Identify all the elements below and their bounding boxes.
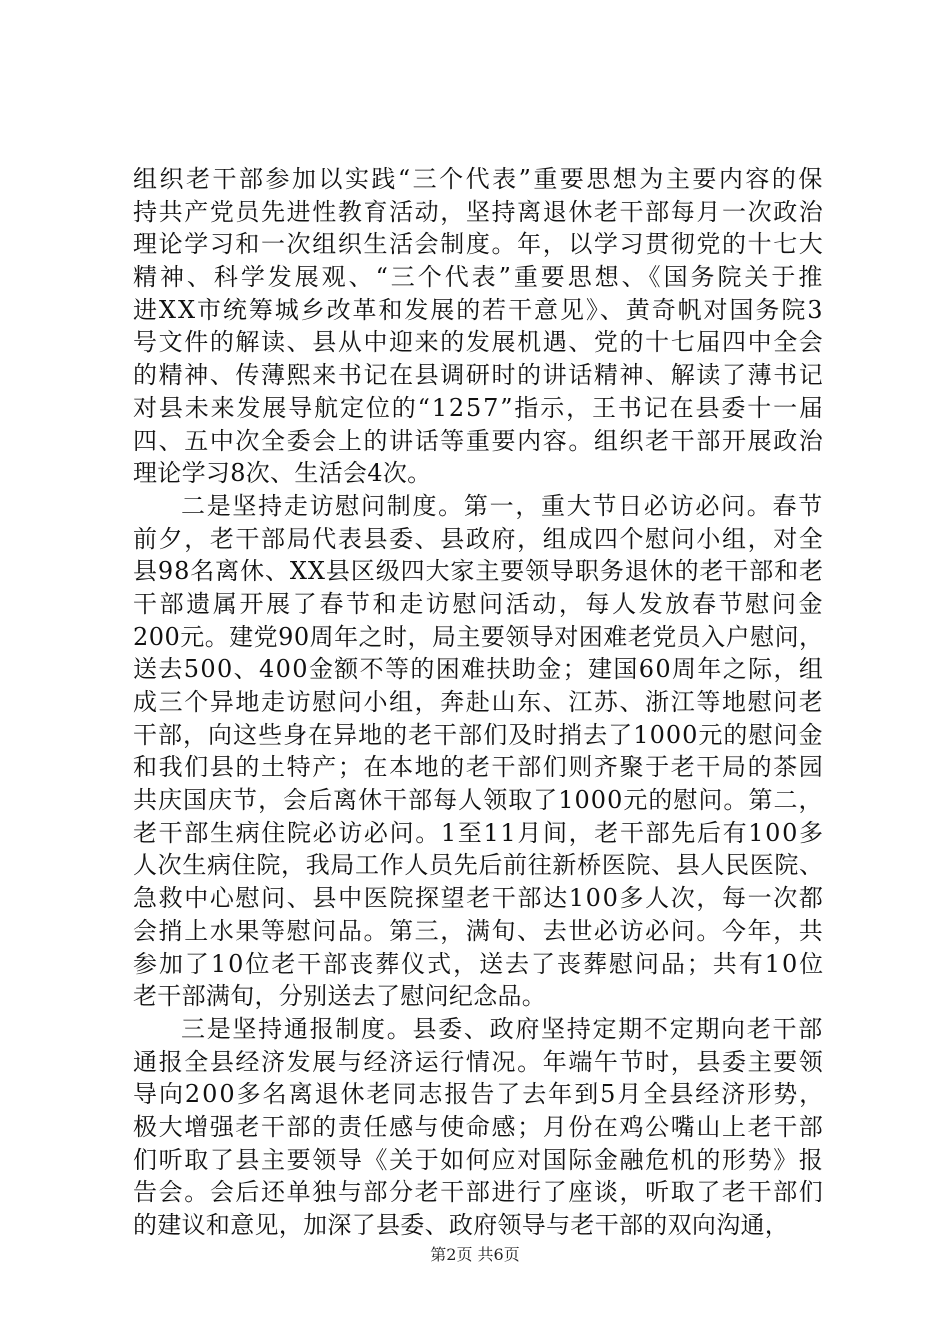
text-line: 号文件的解读、县从中迎来的发展机遇、党的十七届四中全会 xyxy=(133,328,825,357)
text-line: 进XX市统筹城乡改革和发展的若干意见》、黄奇帆对国务院3 xyxy=(133,295,825,324)
text-line: 共庆国庆节，会后离休干部每人领取了1000元的慰问。第二， xyxy=(133,786,824,815)
text-line: 理论学习8次、生活会4次。 xyxy=(133,459,432,488)
text-line: 干部，向这些身在异地的老干部们及时捎去了1000元的慰问金 xyxy=(133,720,824,749)
text-line: 导向200多名离退休老同志报告了去年到5月全县经济形势， xyxy=(133,1080,826,1109)
paragraph-first-line: 二是坚持走访慰问制度。第一，重大节日必访必问。春节 xyxy=(181,491,824,520)
text-line: 告会。会后还单独与部分老干部进行了座谈，听取了老干部们 xyxy=(133,1178,825,1207)
text-line: 对县未来发展导航定位的“1257”指示，王书记在县委十一届 xyxy=(133,393,825,422)
text-line: 通报全县经济发展与经济运行情况。年端午节时，县委主要领 xyxy=(133,1047,825,1076)
body-text xyxy=(133,163,826,1242)
text-line: 老干部满旬，分别送去了慰问纪念品。 xyxy=(133,982,547,1011)
text-line: 极大增强老干部的责任感与使命感；月份在鸡公嘴山上老干部 xyxy=(133,1112,825,1141)
text-line: 理论学习和一次组织生活会制度。年，以学习贯彻党的十七大 xyxy=(133,230,825,259)
text-line: 的精神、传薄熙来书记在县调研时的讲话精神、解读了薄书记 xyxy=(133,361,825,390)
page-footer: 第2页 共6页 xyxy=(430,1245,520,1264)
text-line: 参加了10位老干部丧葬仪式，送去了丧葬慰问品；共有10位 xyxy=(133,949,826,978)
text-line: 老干部生病住院必访必问。1至11月间，老干部先后有100多 xyxy=(133,818,825,847)
text-line: 四、五中次全委会上的讲话等重要内容。组织老干部开展政治 xyxy=(133,426,825,455)
text-line: 持共产党员先进性教育活动，坚持离退休老干部每月一次政治 xyxy=(133,197,825,226)
text-line: 县98名离休、XX县区级四大家主要领导职务退休的老干部和老 xyxy=(133,557,825,586)
paragraph-first-line: 三是坚持通报制度。县委、政府坚持定期不定期向老干部 xyxy=(181,1014,824,1043)
text-line: 精神、科学发展观、“三个代表”重要思想、《国务院关于推 xyxy=(133,263,826,292)
text-line: 人次生病住院，我局工作人员先后前往新桥医院、县人民医院、 xyxy=(133,851,824,880)
text-line: 急救中心慰问、县中医院探望老干部达100多人次，每一次都 xyxy=(133,884,825,913)
text-line: 和我们县的土特产；在本地的老干部们则齐聚于老干局的茶园 xyxy=(133,753,825,782)
text-line: 200元。建党90周年之时，局主要领导对困难老党员入户慰问， xyxy=(133,622,824,651)
text-line: 组织老干部参加以实践“三个代表”重要思想为主要内容的保 xyxy=(133,165,825,193)
text-line: 送去500、400金额不等的困难扶助金；建国60周年之际，组 xyxy=(133,655,825,684)
text-line: 会捎上水果等慰问品。第三，满旬、去世必访必问。今年，共 xyxy=(133,916,825,945)
text-line: 成三个异地走访慰问小组，奔赴山东、江苏、浙江等地慰问老 xyxy=(133,688,825,716)
text-line: 们听取了县主要领导《关于如何应对国际金融危机的形势》报 xyxy=(133,1145,825,1174)
text-line: 的建议和意见，加深了县委、政府领导与老干部的双向沟通， xyxy=(133,1211,790,1239)
text-line: 干部遗属开展了春节和走访慰问活动，每人发放春节慰问金 xyxy=(133,589,826,618)
text-line: 前夕，老干部局代表县委、县政府，组成四个慰问小组，对全 xyxy=(133,524,825,553)
